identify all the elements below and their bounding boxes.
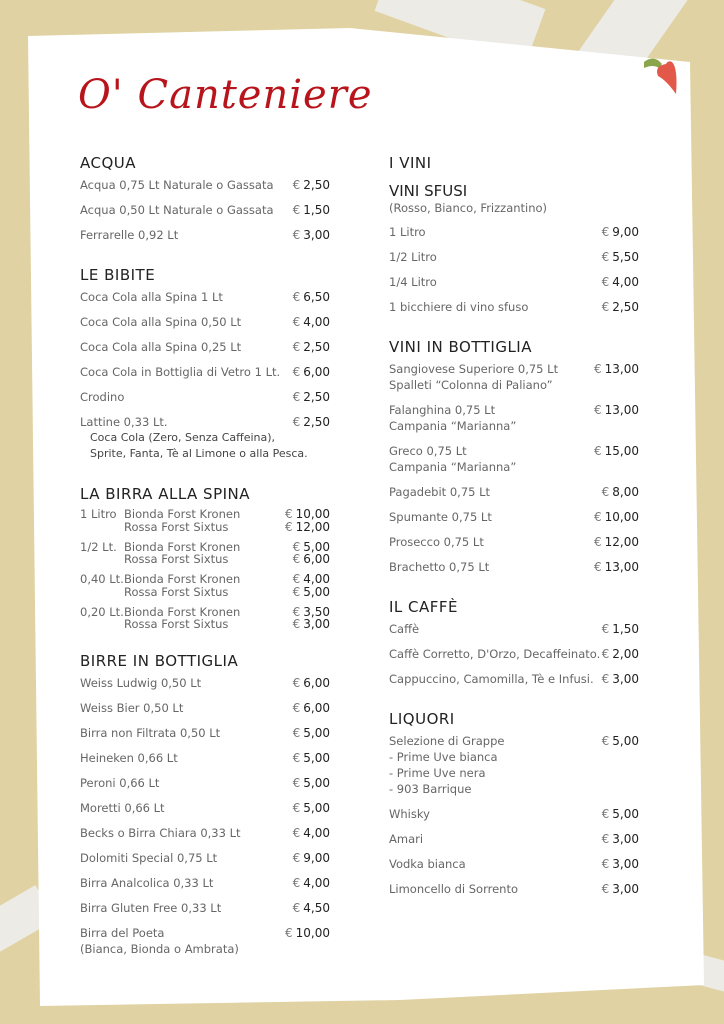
item-name: Sangiovese Superiore 0,75 Lt <box>389 362 559 376</box>
price-value: 6,00 <box>303 552 330 566</box>
item-name: Coca Cola alla Spina 0,50 Lt <box>80 315 242 329</box>
price <box>293 675 330 691</box>
menu-item <box>389 249 639 274</box>
price <box>293 339 330 355</box>
currency-symbol: € <box>285 926 293 940</box>
currency-symbol: € <box>594 510 602 524</box>
price-value: 6,00 <box>303 676 330 690</box>
currency-symbol: € <box>292 801 301 815</box>
item-name: Amari <box>389 832 424 846</box>
price-value: 12,00 <box>604 535 639 549</box>
item-name: Selezione di Grappe <box>389 734 505 748</box>
item-name: 1/4 Litro <box>389 275 437 289</box>
price-value: 5,00 <box>303 751 330 765</box>
item-name: 1 bicchiere di vino sfuso <box>389 300 529 314</box>
menu-left-column <box>80 152 330 978</box>
price-value: 10,00 <box>295 926 330 940</box>
item-name: - 903 Barrique <box>389 782 472 796</box>
item-name: Acqua 0,75 Lt Naturale o Gassata <box>80 178 274 192</box>
currency-symbol: € <box>292 365 301 379</box>
item-name: Brachetto 0,75 Lt <box>389 560 490 574</box>
price <box>602 484 639 500</box>
price <box>293 177 330 193</box>
beer-prices <box>293 606 330 631</box>
price-value: 4,00 <box>303 826 330 840</box>
price-value: 3,00 <box>612 672 639 686</box>
item-name: (Bianca, Bionda o Ambrata) <box>80 942 239 956</box>
menu-item <box>80 414 330 471</box>
price-value: 6,00 <box>303 701 330 715</box>
section-heading: VINI IN BOTTIGLIA <box>389 338 532 356</box>
price <box>293 900 330 916</box>
price <box>293 850 330 866</box>
menu-item <box>389 484 639 509</box>
section-heading: I VINI <box>389 154 432 172</box>
menu-item <box>80 202 330 227</box>
currency-symbol: € <box>601 225 610 239</box>
price <box>293 553 330 566</box>
menu-item <box>80 900 330 925</box>
price <box>293 227 330 243</box>
price-value: 4,50 <box>303 901 330 915</box>
currency-symbol: € <box>292 604 301 619</box>
currency-symbol: € <box>601 647 610 661</box>
price-value: 13,00 <box>604 560 639 574</box>
currency-symbol: € <box>594 403 602 417</box>
item-name: Weiss Ludwig 0,50 Lt <box>80 676 202 690</box>
restaurant-logo: O' Canteniere <box>78 72 373 118</box>
price-value: 12,00 <box>295 519 330 534</box>
item-name: Falanghina 0,75 Lt <box>389 403 496 417</box>
price <box>293 725 330 741</box>
price <box>293 389 330 405</box>
currency-symbol: € <box>292 876 301 890</box>
menu-item <box>389 671 639 696</box>
menu-item <box>389 559 639 584</box>
price-value: 4,00 <box>612 275 639 289</box>
price <box>602 806 639 822</box>
price <box>594 361 639 377</box>
item-name: Campania “Marianna” <box>389 460 517 474</box>
currency-symbol: € <box>594 444 602 458</box>
beer-prices <box>293 573 330 598</box>
beer-names <box>124 541 240 566</box>
price <box>594 559 639 575</box>
beer-item <box>80 573 330 606</box>
price-value: 5,50 <box>612 250 639 264</box>
menu-section <box>389 596 639 696</box>
price-value: 6,50 <box>303 290 330 304</box>
item-name: Spalleti “Colonna di Paliano” <box>389 378 553 392</box>
item-name: 1 Litro <box>389 225 426 239</box>
menu-item <box>389 224 639 249</box>
price-value: 3,00 <box>612 857 639 871</box>
item-name: Acqua 0,50 Lt Naturale o Gassata <box>80 203 274 217</box>
menu-item <box>389 274 639 299</box>
price-value: 13,00 <box>604 362 639 376</box>
menu-item <box>389 646 639 671</box>
currency-symbol: € <box>292 178 301 192</box>
price <box>293 750 330 766</box>
section-heading: LE BIBITE <box>80 266 156 284</box>
price <box>293 289 330 305</box>
beer-name: Rossa Forst Sixtus <box>124 617 229 631</box>
price-value: 3,00 <box>612 882 639 896</box>
currency-symbol: € <box>601 250 610 264</box>
price-value: 9,00 <box>303 851 330 865</box>
price <box>602 671 639 687</box>
price <box>602 249 639 265</box>
price-value: 4,00 <box>303 315 330 329</box>
menu-item <box>80 177 330 202</box>
price <box>602 856 639 872</box>
menu-section <box>389 152 639 324</box>
price <box>602 621 639 637</box>
beer-names <box>124 573 240 598</box>
beer-name: Rossa Forst Sixtus <box>124 519 229 534</box>
price-value: 8,00 <box>612 485 639 499</box>
beer-names <box>124 508 240 533</box>
beer-name: Rossa Forst Sixtus <box>124 584 229 599</box>
beer-size: 0,40 Lt. <box>80 572 124 586</box>
menu-section <box>80 650 330 966</box>
price-value: 3,50 <box>303 604 330 619</box>
menu-item <box>80 850 330 875</box>
item-name: Limoncello di Sorrento <box>389 882 519 896</box>
currency-symbol: € <box>601 807 610 821</box>
currency-symbol: € <box>601 857 610 871</box>
section-heading: LIQUORI <box>389 710 455 728</box>
price <box>602 881 639 897</box>
price-value: 3,00 <box>303 228 330 242</box>
price-value: 4,00 <box>303 876 330 890</box>
price-value: 5,00 <box>303 584 330 599</box>
currency-symbol: € <box>285 507 293 521</box>
menu-item <box>389 733 639 806</box>
beer-item <box>80 606 330 639</box>
menu-item <box>389 881 639 906</box>
item-name: Pagadebit 0,75 Lt <box>389 485 491 499</box>
menu-item <box>80 389 330 414</box>
price <box>602 733 639 749</box>
item-name: - Prime Uve nera <box>389 766 486 780</box>
price <box>293 875 330 891</box>
currency-symbol: € <box>601 300 610 314</box>
item-name: Birra Analcolica 0,33 Lt <box>80 876 214 890</box>
section-heading: LA BIRRA ALLA SPINA <box>80 485 251 503</box>
menu-item <box>389 806 639 831</box>
item-name: Moretti 0,66 Lt <box>80 801 165 815</box>
section-heading: ACQUA <box>80 154 137 172</box>
currency-symbol: € <box>601 275 610 289</box>
menu-item <box>80 364 330 389</box>
item-name: Caffè <box>389 622 420 636</box>
currency-symbol: € <box>292 726 301 740</box>
item-name: Vodka bianca <box>389 857 466 871</box>
currency-symbol: € <box>292 340 301 354</box>
currency-symbol: € <box>285 519 293 534</box>
currency-symbol: € <box>292 203 301 217</box>
currency-symbol: € <box>292 390 301 404</box>
price-value: 5,00 <box>303 539 330 554</box>
menu-section <box>80 483 330 638</box>
currency-symbol: € <box>292 552 301 566</box>
menu-item <box>80 775 330 800</box>
currency-symbol: € <box>292 617 301 631</box>
item-name: Caffè Corretto, D'Orzo, Decaffeinato. <box>389 647 601 661</box>
currency-symbol: € <box>292 572 301 586</box>
price-value: 9,00 <box>612 225 639 239</box>
menu-section <box>389 336 639 584</box>
beer-name: Bionda Forst Kronen <box>124 572 241 586</box>
price-value: 3,00 <box>303 617 330 631</box>
beer-name: Bionda Forst Kronen <box>124 604 241 619</box>
beer-prices <box>285 508 330 533</box>
currency-symbol: € <box>292 228 301 242</box>
menu-item <box>389 534 639 559</box>
item-name: Becks o Birra Chiara 0,33 Lt <box>80 826 241 840</box>
beer-name: Rossa Forst Sixtus <box>124 552 229 566</box>
menu-item <box>80 925 330 966</box>
item-name: Cappuccino, Camomilla, Tè e Infusi. <box>389 672 594 686</box>
price-value: 5,00 <box>303 801 330 815</box>
price <box>602 224 639 240</box>
menu-item <box>389 361 639 402</box>
item-name: Birra Gluten Free 0,33 Lt <box>80 901 222 915</box>
price <box>293 414 330 430</box>
menu-item <box>389 621 639 646</box>
price-value: 1,50 <box>612 622 639 636</box>
price-value: 10,00 <box>295 507 330 521</box>
currency-symbol: € <box>601 622 610 636</box>
currency-symbol: € <box>292 826 301 840</box>
item-name: Birra non Filtrata 0,50 Lt <box>80 726 221 740</box>
section-note: (Rosso, Bianco, Frizzantino) <box>389 201 548 215</box>
menu-item <box>80 227 330 252</box>
item-name: - Prime Uve bianca <box>389 750 498 764</box>
price-value: 10,00 <box>604 510 639 524</box>
price <box>285 521 330 534</box>
item-name: Campania “Marianna” <box>389 419 517 433</box>
menu-item <box>80 725 330 750</box>
price-value: 4,00 <box>303 572 330 586</box>
price-value: 13,00 <box>604 403 639 417</box>
item-name: Dolomiti Special 0,75 Lt <box>80 851 218 865</box>
beer-size: 1 Litro <box>80 507 117 521</box>
price-value: 15,00 <box>604 444 639 458</box>
item-name: Peroni 0,66 Lt <box>80 776 160 790</box>
currency-symbol: € <box>292 701 301 715</box>
section-heading: BIRRE IN BOTTIGLIA <box>80 652 239 670</box>
price <box>594 402 639 418</box>
currency-symbol: € <box>601 672 610 686</box>
price <box>293 800 330 816</box>
price <box>602 646 639 662</box>
menu-item <box>80 800 330 825</box>
price-value: 2,50 <box>303 340 330 354</box>
price <box>285 925 330 941</box>
item-name: Coca Cola alla Spina 1 Lt <box>80 290 223 304</box>
item-name: Heineken 0,66 Lt <box>80 751 178 765</box>
currency-symbol: € <box>292 751 301 765</box>
item-name: Greco 0,75 Lt <box>389 444 467 458</box>
price-value: 5,00 <box>612 734 639 748</box>
item-name: Birra del Poeta <box>80 926 165 940</box>
menu-item <box>80 875 330 900</box>
menu-right-column <box>389 152 639 918</box>
price <box>293 202 330 218</box>
item-description: Sprite, Fanta, Tè al Limone o alla Pesca. <box>90 447 308 460</box>
price <box>293 618 330 631</box>
menu-item <box>80 675 330 700</box>
item-name: Whisky <box>389 807 430 821</box>
item-name: Ferrarelle 0,92 Lt <box>80 228 179 242</box>
price-value: 2,50 <box>303 390 330 404</box>
price <box>602 831 639 847</box>
price-value: 5,00 <box>303 726 330 740</box>
price <box>293 364 330 380</box>
section-subheading: VINI SFUSI <box>389 182 468 200</box>
price-value: 2,50 <box>303 415 330 429</box>
currency-symbol: € <box>601 485 610 499</box>
item-name: Weiss Bier 0,50 Lt <box>80 701 184 715</box>
currency-symbol: € <box>594 362 602 376</box>
price-value: 5,00 <box>612 807 639 821</box>
currency-symbol: € <box>292 676 301 690</box>
item-name: Lattine 0,33 Lt. <box>80 415 168 429</box>
currency-symbol: € <box>292 901 301 915</box>
currency-symbol: € <box>292 290 301 304</box>
currency-symbol: € <box>601 734 610 748</box>
price-value: 3,00 <box>612 832 639 846</box>
menu-item <box>80 339 330 364</box>
beer-names <box>124 606 240 631</box>
item-name: Crodino <box>80 390 125 404</box>
menu-item <box>80 750 330 775</box>
menu-item <box>389 299 639 324</box>
currency-symbol: € <box>292 776 301 790</box>
menu-section <box>80 264 330 471</box>
menu-item <box>389 443 639 484</box>
menu-item <box>389 831 639 856</box>
price <box>293 775 330 791</box>
price-value: 6,00 <box>303 365 330 379</box>
currency-symbol: € <box>292 415 301 429</box>
item-name: Coca Cola in Bottiglia di Vetro 1 Lt. <box>80 365 281 379</box>
currency-symbol: € <box>601 832 610 846</box>
price-value: 2,50 <box>303 178 330 192</box>
menu-item <box>389 402 639 443</box>
price <box>293 314 330 330</box>
currency-symbol: € <box>594 535 602 549</box>
price-value: 2,00 <box>612 647 639 661</box>
menu-item <box>80 700 330 725</box>
section-heading: IL CAFFÈ <box>389 598 459 616</box>
item-name: 1/2 Litro <box>389 250 437 264</box>
price <box>594 509 639 525</box>
price-value: 5,00 <box>303 776 330 790</box>
currency-symbol: € <box>292 584 301 599</box>
menu-item <box>389 509 639 534</box>
beer-name: Bionda Forst Kronen <box>124 507 241 521</box>
beer-size: 1/2 Lt. <box>80 539 117 554</box>
item-name: Prosecco 0,75 Lt <box>389 535 484 549</box>
beer-name: Bionda Forst Kronen <box>124 539 241 554</box>
price <box>602 274 639 290</box>
currency-symbol: € <box>601 882 610 896</box>
price-value: 1,50 <box>303 203 330 217</box>
price-value: 2,50 <box>612 300 639 314</box>
price <box>293 825 330 841</box>
beer-size: 0,20 Lt. <box>80 604 124 619</box>
menu-section <box>80 152 330 252</box>
currency-symbol: € <box>292 851 301 865</box>
item-description: Coca Cola (Zero, Senza Caffeina), <box>90 431 276 444</box>
price <box>602 299 639 315</box>
menu-item <box>80 825 330 850</box>
price <box>293 586 330 599</box>
price <box>594 443 639 459</box>
price <box>293 700 330 716</box>
menu-item <box>389 856 639 881</box>
currency-symbol: € <box>594 560 602 574</box>
item-name: Spumante 0,75 Lt <box>389 510 492 524</box>
menu-item <box>80 314 330 339</box>
item-name: Coca Cola alla Spina 0,25 Lt <box>80 340 242 354</box>
currency-symbol: € <box>292 315 301 329</box>
menu-item <box>80 289 330 314</box>
beer-item <box>80 541 330 574</box>
beer-item <box>80 508 330 541</box>
currency-symbol: € <box>292 539 301 554</box>
menu-section <box>389 708 639 906</box>
beer-prices <box>293 541 330 566</box>
price <box>594 534 639 550</box>
heart-icon <box>636 48 682 98</box>
